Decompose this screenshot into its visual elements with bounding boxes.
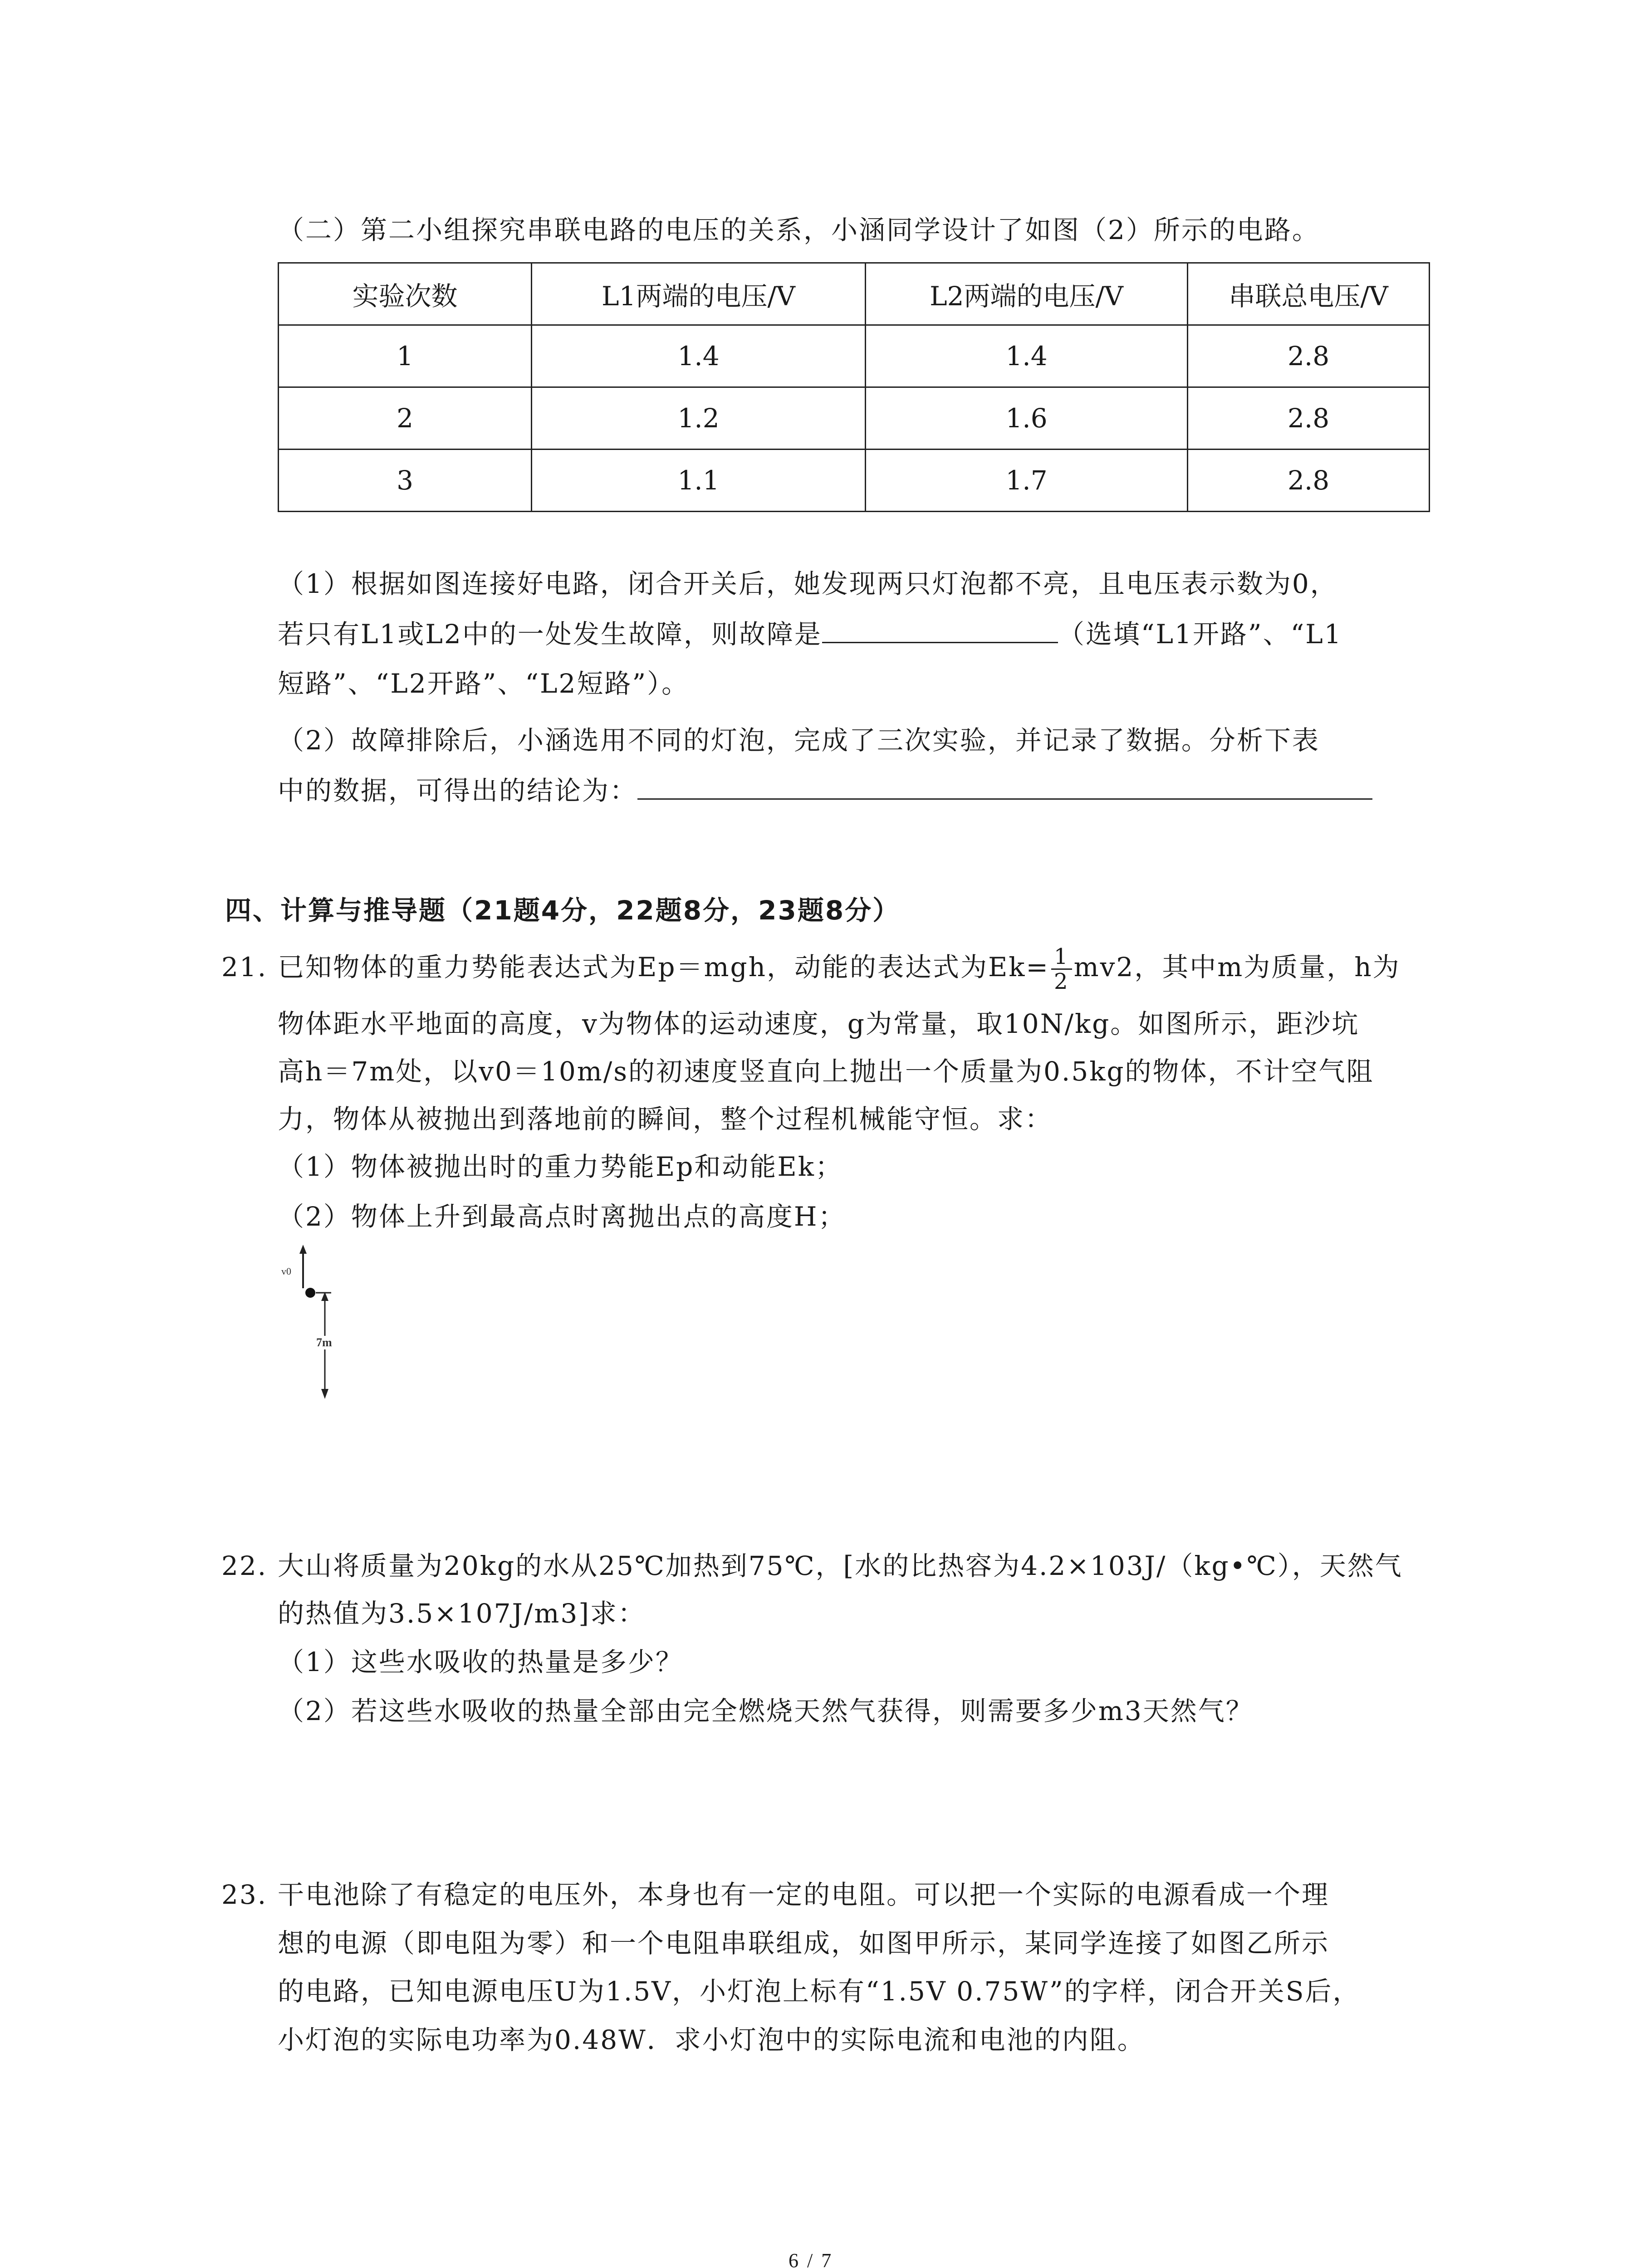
answer-blank-1[interactable] — [822, 610, 1058, 643]
table-header: L1两端的电压/V — [532, 263, 866, 325]
height-label: 7m — [316, 1336, 332, 1349]
table-row — [279, 450, 1430, 512]
q2-line2-text: 中的数据，可得出的结论为： — [278, 775, 638, 806]
table-header: 串联总电压/V — [1188, 263, 1430, 325]
p21-line2: 物体距水平地面的高度，v为物体的运动速度，g为常量，取10N/kg。如图所示，距沙坑 — [278, 1008, 1360, 1039]
table-cell: 1.6 — [865, 387, 1187, 450]
table-header: L2两端的电压/V — [865, 263, 1187, 325]
answer-blank-2[interactable] — [637, 767, 1372, 800]
p22-sub2: （2）若这些水吸收的热量全部由完全燃烧天然气获得，则需要多少m3天然气？ — [278, 1696, 1254, 1726]
q1-line2-options: （选填“L1开路”、“L1 — [1058, 619, 1342, 650]
q2-line1: （2）故障排除后，小涵选用不同的灯泡，完成了三次实验，并记录了数据。分析下表 — [278, 725, 1320, 756]
p23-line2: 想的电源（即电阻为零）和一个电阻串联组成，如图甲所示，某同学连接了如图乙所示 — [278, 1928, 1330, 1959]
table-cell: 2 — [279, 387, 532, 450]
p21-line1 — [278, 943, 1401, 993]
table-cell: 1.7 — [865, 450, 1187, 512]
page-number: 6 / 7 — [789, 2249, 833, 2268]
p23-line3: 的电路，已知电源电压U为1.5V，小灯泡上标有“1.5V 0.75W”的字样，闭合开关S后， — [278, 1976, 1361, 2007]
p22-number: 22. — [221, 1550, 268, 1581]
v0-label: v0 — [281, 1266, 291, 1277]
table-cell: 1.4 — [532, 325, 866, 387]
table-header-row — [279, 263, 1430, 325]
p21-sub1: （1）物体被抛出时的重力势能Ep和动能Ek； — [278, 1151, 843, 1182]
table-row — [279, 325, 1430, 387]
table-row — [279, 387, 1430, 450]
table-cell: 2.8 — [1188, 387, 1430, 450]
q2-line2 — [278, 767, 1372, 814]
q1-line2 — [278, 610, 1342, 658]
p23-line1: 干电池除了有稳定的电压外，本身也有一定的电阻。可以把一个实际的电源看成一个理 — [278, 1879, 1330, 1910]
velocity-arrow-head — [299, 1245, 307, 1254]
fraction-denominator: 2 — [1054, 969, 1069, 995]
section4-heading: 四、计算与推导题（21题4分，22题8分，23题8分） — [225, 895, 901, 926]
p21-line1-text: 已知物体的重力势能表达式为Ep＝mgh，动能的表达式为Ek= — [278, 952, 1050, 982]
p21-number: 21. — [221, 952, 268, 982]
q1-line3: 短路”、“L2开路”、“L2短路”）。 — [278, 668, 690, 699]
p22-line2: 的热值为3.5×107J/m3]求： — [278, 1598, 646, 1629]
projectile-figure — [272, 1243, 372, 1402]
table-cell: 2.8 — [1188, 450, 1430, 512]
section2-intro: （二）第二小组探究串联电路的电压的关系，小涵同学设计了如图（2）所示的电路。 — [278, 215, 1320, 245]
table-header: 实验次数 — [279, 263, 532, 325]
p22-line1: 大山将质量为20kg的水从25℃加热到75℃，[水的比热容为4.2×103J/（kg•℃），天然气 — [278, 1550, 1403, 1581]
p21-sub2: （2）物体上升到最高点时离抛出点的高度H； — [278, 1201, 846, 1232]
table-cell: 1.4 — [865, 325, 1187, 387]
table-cell: 1.1 — [532, 450, 866, 512]
fraction-numerator: 1 — [1051, 945, 1072, 970]
voltage-table — [278, 262, 1430, 512]
table-cell: 2.8 — [1188, 325, 1430, 387]
q1-line1: （1）根据如图连接好电路，闭合开关后，她发现两只灯泡都不亮，且电压表示数为0， — [278, 568, 1338, 599]
ball-icon — [305, 1288, 315, 1298]
table-cell: 1 — [279, 325, 532, 387]
p21-line3: 高h＝7m处，以v0＝10m/s的初速度竖直向上抛出一个质量为0.5kg的物体，不计空气阻 — [278, 1056, 1374, 1087]
p23-line4: 小灯泡的实际电功率为0.48W．求小灯泡中的实际电流和电池的内阻。 — [278, 2024, 1145, 2055]
table-cell: 1.2 — [532, 387, 866, 450]
height-arrow-head — [321, 1389, 328, 1399]
q1-line2-text: 若只有L1或L2中的一处发生故障，则故障是 — [278, 619, 822, 650]
table-cell: 3 — [279, 450, 532, 512]
p21-line4: 力，物体从被抛出到落地前的瞬间，整个过程机械能守恒。求： — [278, 1104, 1053, 1134]
p23-number: 23. — [221, 1879, 268, 1910]
fraction-one-half — [1051, 945, 1072, 993]
p22-sub1: （1）这些水吸收的热量是多少？ — [278, 1647, 683, 1677]
p21-line1-text-b: mv2，其中m为质量，h为 — [1073, 952, 1401, 982]
